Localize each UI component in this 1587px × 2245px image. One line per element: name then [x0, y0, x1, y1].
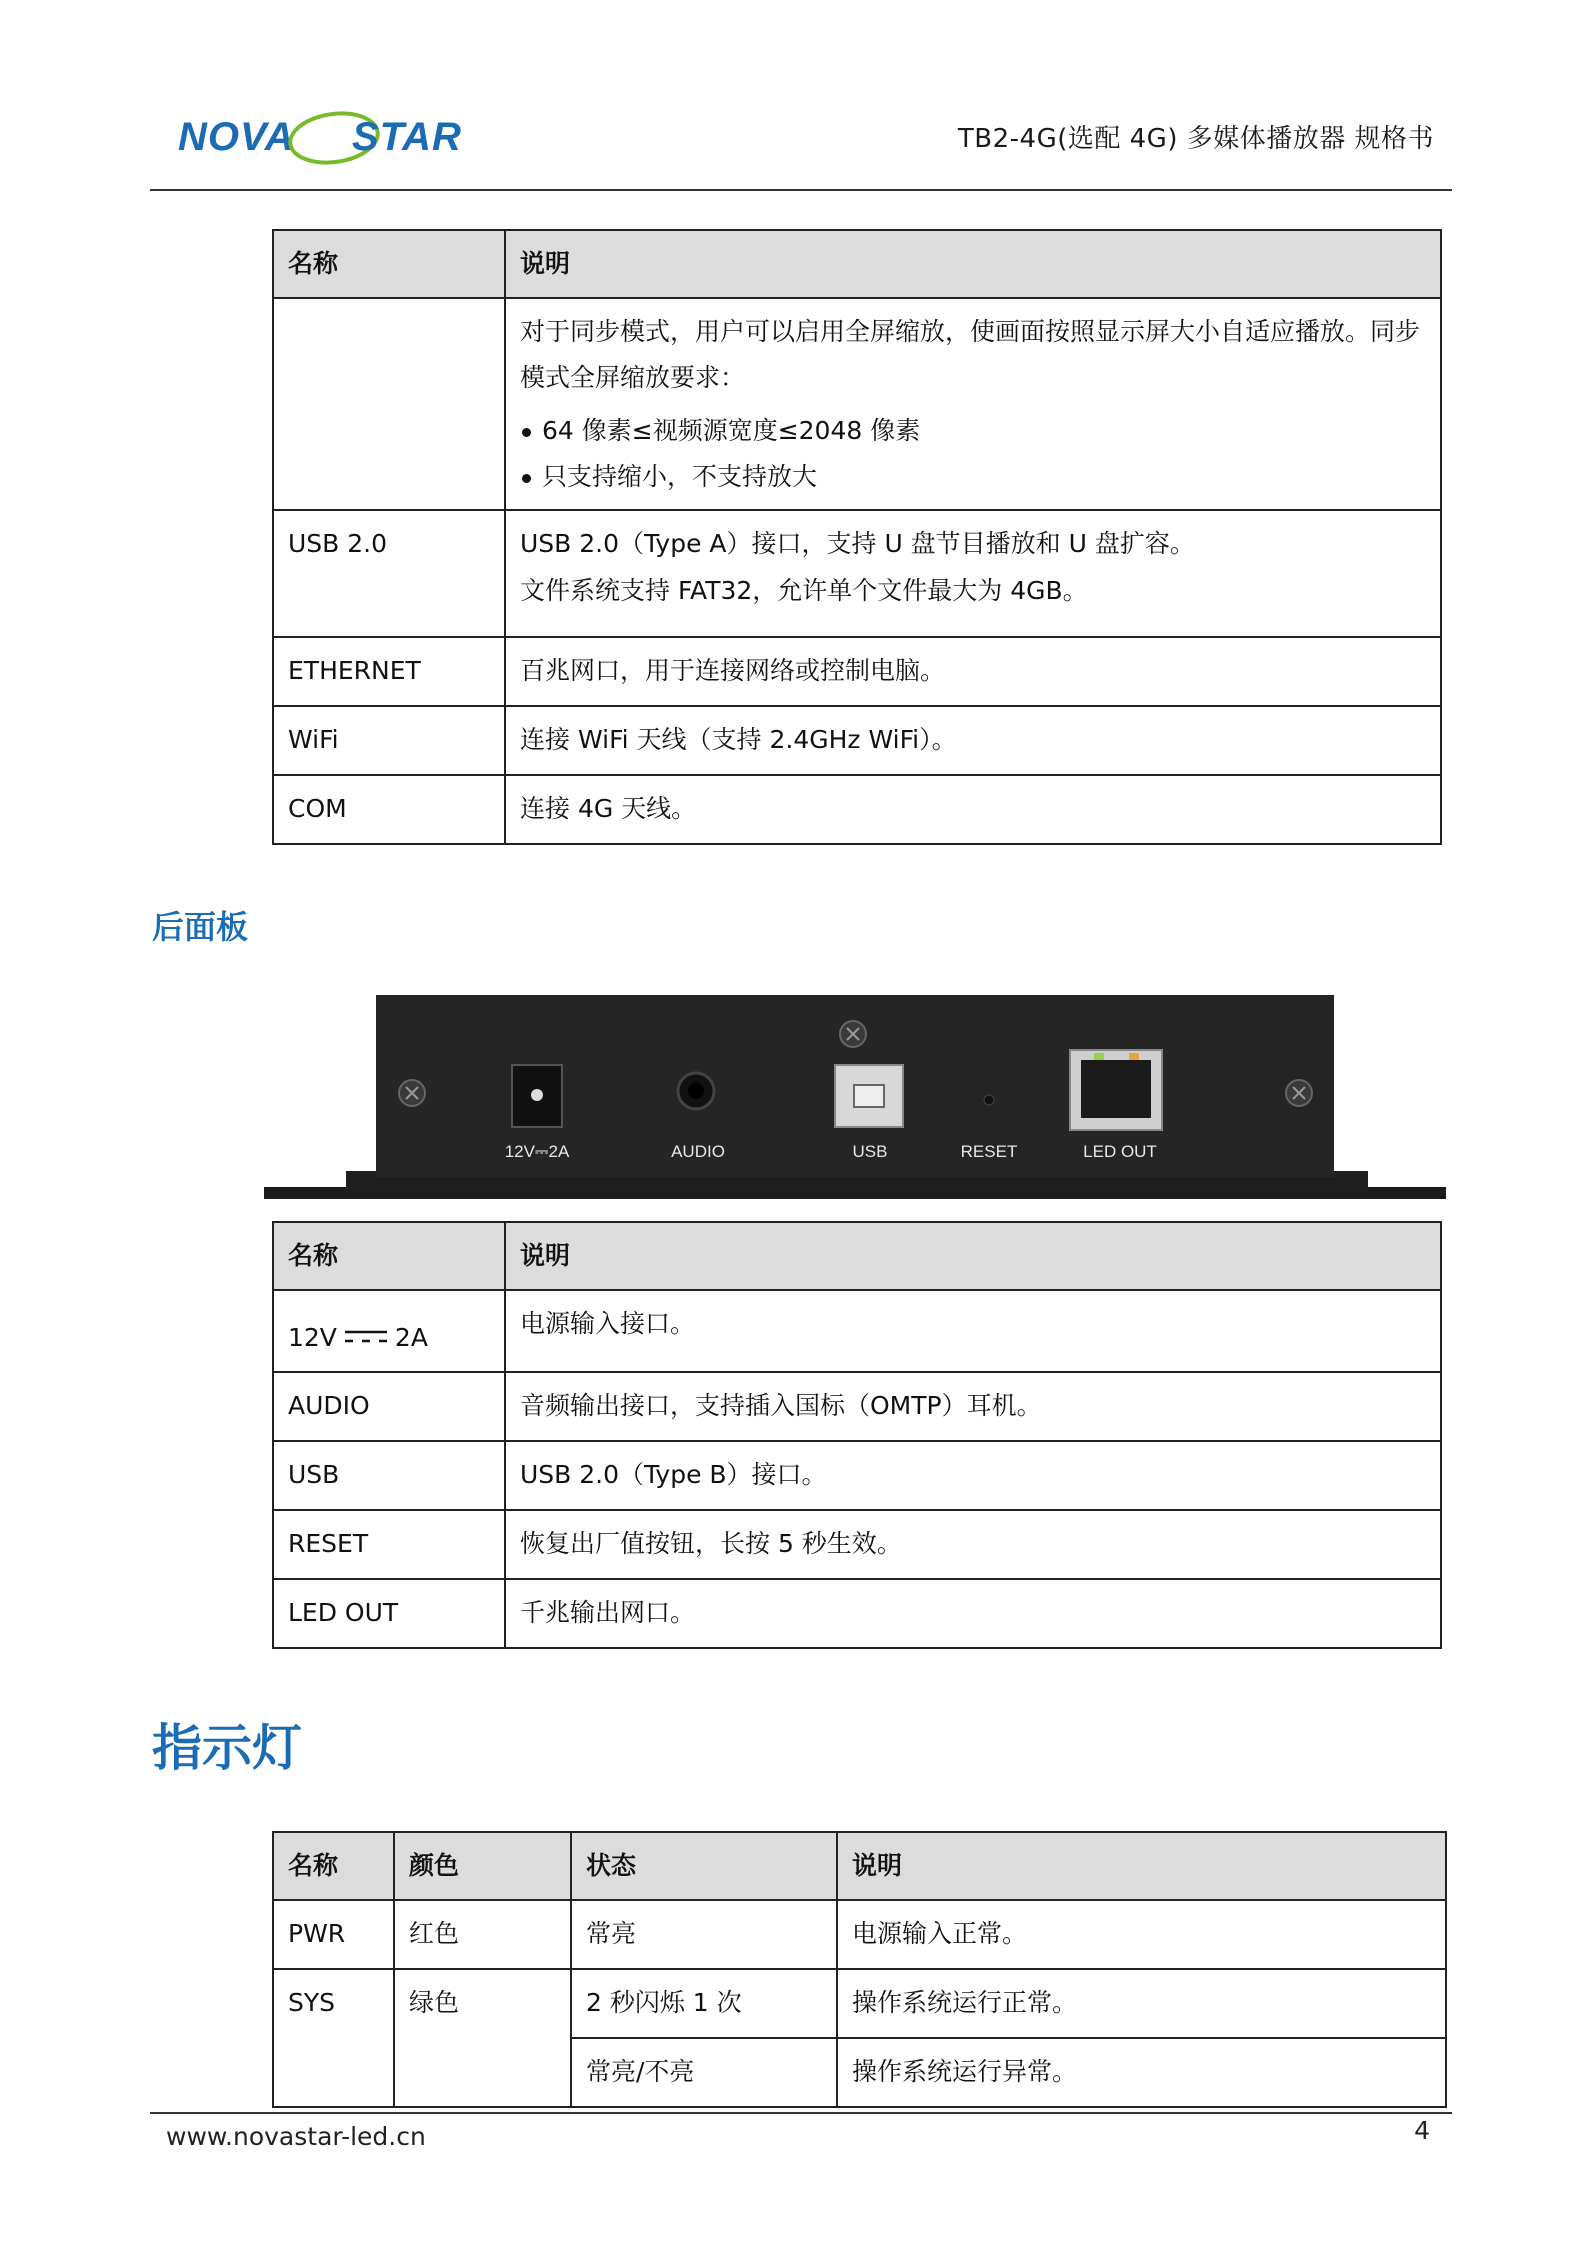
indicator-state: 常亮 — [571, 1900, 837, 1969]
indicator-color: 绿色 — [394, 1969, 571, 2107]
row-description: 千兆输出网口。 — [505, 1579, 1441, 1648]
indicator-description: 电源输入正常。 — [837, 1900, 1446, 1969]
row-name: COM — [273, 775, 505, 844]
novastar-logo — [176, 108, 512, 174]
row-description: 电源输入接口。 — [505, 1290, 1441, 1372]
indicator-description: 操作系统运行异常。 — [837, 2038, 1446, 2107]
port-label: RESET — [960, 1142, 1018, 1161]
row-name: AUDIO — [273, 1372, 505, 1441]
table-header-row — [273, 1832, 1446, 1900]
row-name — [273, 298, 505, 510]
fullscreen-scaling-paragraph: 对于同步模式，用户可以启用全屏缩放，使画面按照显示屏大小自适应播放。同步模式全屏缩放要求： — [520, 317, 1421, 393]
column-header-name: 名称 — [273, 1832, 394, 1900]
row-name: WiFi — [273, 706, 505, 775]
port-label: LED OUT — [1083, 1142, 1157, 1161]
port-label: 12V⎓2A — [504, 1142, 570, 1161]
current-text: 2A — [394, 1323, 428, 1352]
dc-current-symbol-icon — [343, 1320, 389, 1359]
indicator-state: 2 秒闪烁 1 次 — [571, 1969, 837, 2038]
column-header-description: 说明 — [505, 1222, 1441, 1290]
list-item: 只支持缩小，不支持放大 — [520, 458, 1426, 497]
table-row — [273, 510, 1441, 637]
column-header-description: 说明 — [505, 230, 1441, 298]
row-description: USB 2.0（Type B）接口。 — [505, 1441, 1441, 1510]
row-name — [273, 1290, 505, 1372]
table-row — [273, 1969, 1446, 2038]
indicator-name: PWR — [273, 1900, 394, 1969]
scaling-requirements-list — [520, 412, 1426, 498]
column-header-color: 颜色 — [394, 1832, 571, 1900]
column-header-name: 名称 — [273, 1222, 505, 1290]
row-name: LED OUT — [273, 1579, 505, 1648]
row-description: 音频输出接口，支持插入国标（OMTP）耳机。 — [505, 1372, 1441, 1441]
row-description: 连接 4G 天线。 — [505, 775, 1441, 844]
table-row — [273, 1372, 1441, 1441]
table-row — [273, 1290, 1441, 1372]
footer-divider — [150, 2112, 1452, 2114]
port-label: AUDIO — [671, 1142, 725, 1161]
table-row — [273, 298, 1441, 510]
table-row — [273, 637, 1441, 706]
table-row — [273, 1510, 1441, 1579]
row-description: 恢复出厂值按钮，长按 5 秒生效。 — [505, 1510, 1441, 1579]
table-row — [273, 1900, 1446, 1969]
table-header-row — [273, 1222, 1441, 1290]
header-divider — [150, 189, 1452, 191]
footer-website-link[interactable]: www.novastar-led.cn — [166, 2122, 426, 2151]
list-item: 64 像素≤视频源宽度≤2048 像素 — [520, 412, 1426, 451]
rear-panel-heading: 后面板 — [152, 908, 249, 946]
column-header-description: 说明 — [837, 1832, 1446, 1900]
row-description — [505, 510, 1441, 637]
indicators-heading: 指示灯 — [152, 1719, 302, 1777]
indicator-description: 操作系统运行正常。 — [837, 1969, 1446, 2038]
table-row — [273, 1441, 1441, 1510]
table-row — [273, 1579, 1441, 1648]
port-label: USB — [852, 1142, 888, 1161]
indicator-color: 红色 — [394, 1900, 571, 1969]
description-line: USB 2.0（Type A）接口，支持 U 盘节目播放和 U 盘扩容。 — [520, 529, 1195, 558]
column-header-state: 状态 — [571, 1832, 837, 1900]
row-description: 百兆网口，用于连接网络或控制电脑。 — [505, 637, 1441, 706]
voltage-text: 12V — [288, 1323, 337, 1352]
page-number: 4 — [1414, 2116, 1430, 2145]
indicator-state: 常亮/不亮 — [571, 2038, 837, 2107]
row-description — [505, 298, 1441, 510]
description-line: 文件系统支持 FAT32，允许单个文件最大为 4GB。 — [520, 575, 1088, 605]
row-name: USB — [273, 1441, 505, 1510]
indicator-name: SYS — [273, 1969, 394, 2107]
table-row — [273, 775, 1441, 844]
indicators-table — [272, 1831, 1447, 2108]
row-name: ETHERNET — [273, 637, 505, 706]
document-title: TB2-4G(选配 4G) 多媒体播放器 规格书 — [957, 124, 1434, 154]
row-name: USB 2.0 — [273, 510, 505, 637]
table-header-row — [273, 230, 1441, 298]
svg-text:STAR: STAR — [352, 115, 462, 159]
column-header-name: 名称 — [273, 230, 505, 298]
table-row — [273, 706, 1441, 775]
svg-text:NOVA: NOVA — [178, 115, 295, 159]
rear-panel-table — [272, 1221, 1442, 1649]
row-description: 连接 WiFi 天线（支持 2.4GHz WiFi）。 — [505, 706, 1441, 775]
rear-panel-illustration — [264, 995, 1446, 1207]
row-name: RESET — [273, 1510, 505, 1579]
interfaces-table-continued — [272, 229, 1442, 845]
